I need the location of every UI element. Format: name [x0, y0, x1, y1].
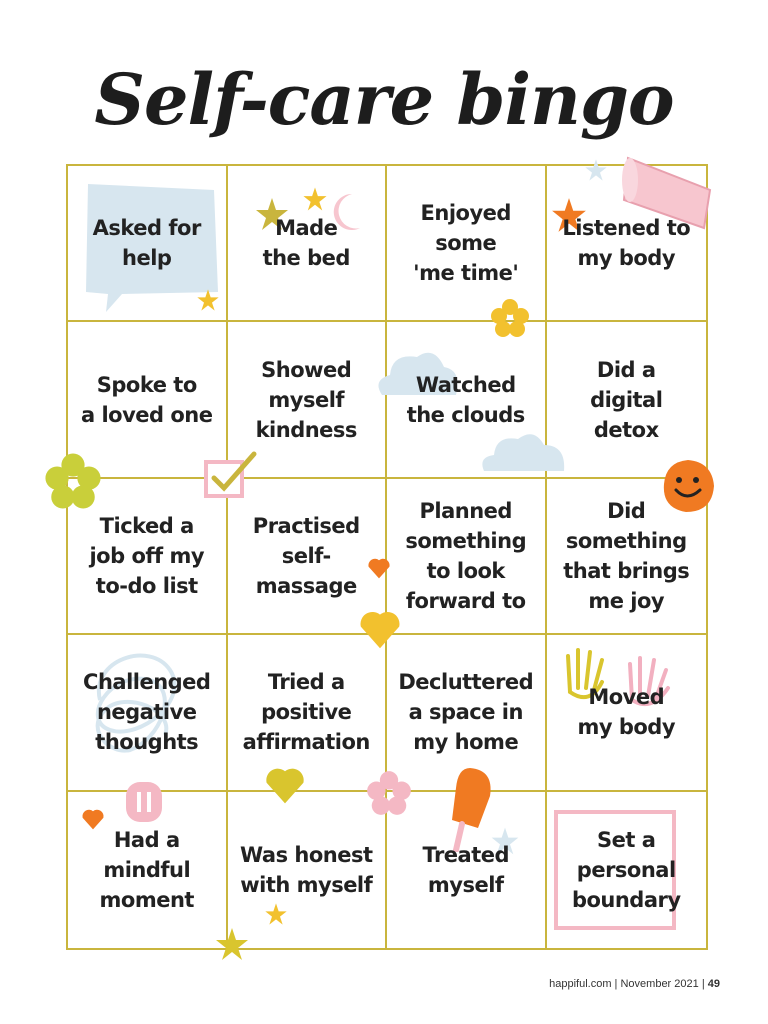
bingo-cell-label: Challenged negative thoughts [83, 670, 211, 755]
checkbox-icon [202, 450, 262, 502]
heart-icon [366, 556, 392, 580]
page-number: 49 [707, 978, 720, 990]
bingo-cell-label: Listened to my body [562, 216, 691, 271]
star-icon [264, 902, 288, 926]
bingo-cell-label: Did something that brings me joy [563, 498, 690, 613]
bingo-cell [547, 322, 707, 478]
bingo-cell [228, 792, 388, 948]
bingo-cell-label: Did a digital detox [590, 357, 663, 442]
flower-icon [44, 452, 102, 510]
footer-date: November 2021 [620, 978, 699, 990]
star-icon [302, 186, 328, 212]
bingo-cell-label: Moved my body [577, 685, 676, 740]
star-icon [196, 288, 220, 312]
bingo-cell-label: Ticked a job off my to-do list [89, 513, 205, 598]
bingo-cell-label: Enjoyed some 'me time' [413, 201, 519, 286]
page-footer [549, 978, 720, 990]
star-icon [214, 926, 250, 962]
bingo-cell-label: Decluttered a space in my home [398, 670, 534, 755]
bingo-cell-label: Treated myself [422, 842, 510, 897]
bingo-cell-label: Was honest with myself [239, 842, 373, 897]
footer-separator: | [698, 978, 708, 990]
bingo-cell-label: Watched the clouds [406, 372, 525, 427]
bingo-cell-label: Made the bed [262, 216, 350, 271]
heart-icon [262, 762, 308, 808]
bingo-cell-label: Had a mindful moment [99, 827, 194, 912]
bingo-cell-label: Spoke to a loved one [80, 372, 213, 427]
bingo-cell-label: Tried a positive affirmation [242, 670, 370, 755]
footer-separator: | [611, 978, 621, 990]
flower-icon [366, 770, 412, 816]
bingo-cell [387, 479, 547, 635]
page-title: Self-care bingo [94, 58, 674, 141]
bingo-cell-label: Asked for help [92, 216, 201, 271]
cloud-icon [478, 425, 570, 475]
star-icon [584, 158, 608, 182]
pause-icon [124, 780, 164, 824]
heart-icon [356, 606, 404, 652]
bingo-cell-label: Planned something to look forward to [405, 498, 527, 613]
bingo-cell [547, 479, 707, 635]
bingo-cell-label: Set a personal boundary [571, 827, 681, 912]
flower-icon [490, 298, 530, 338]
bingo-cell-label: Showed myself kindness [255, 357, 357, 442]
bingo-cell-label: Practised self- massage [252, 513, 360, 598]
footer-site: happiful.com [549, 978, 612, 990]
